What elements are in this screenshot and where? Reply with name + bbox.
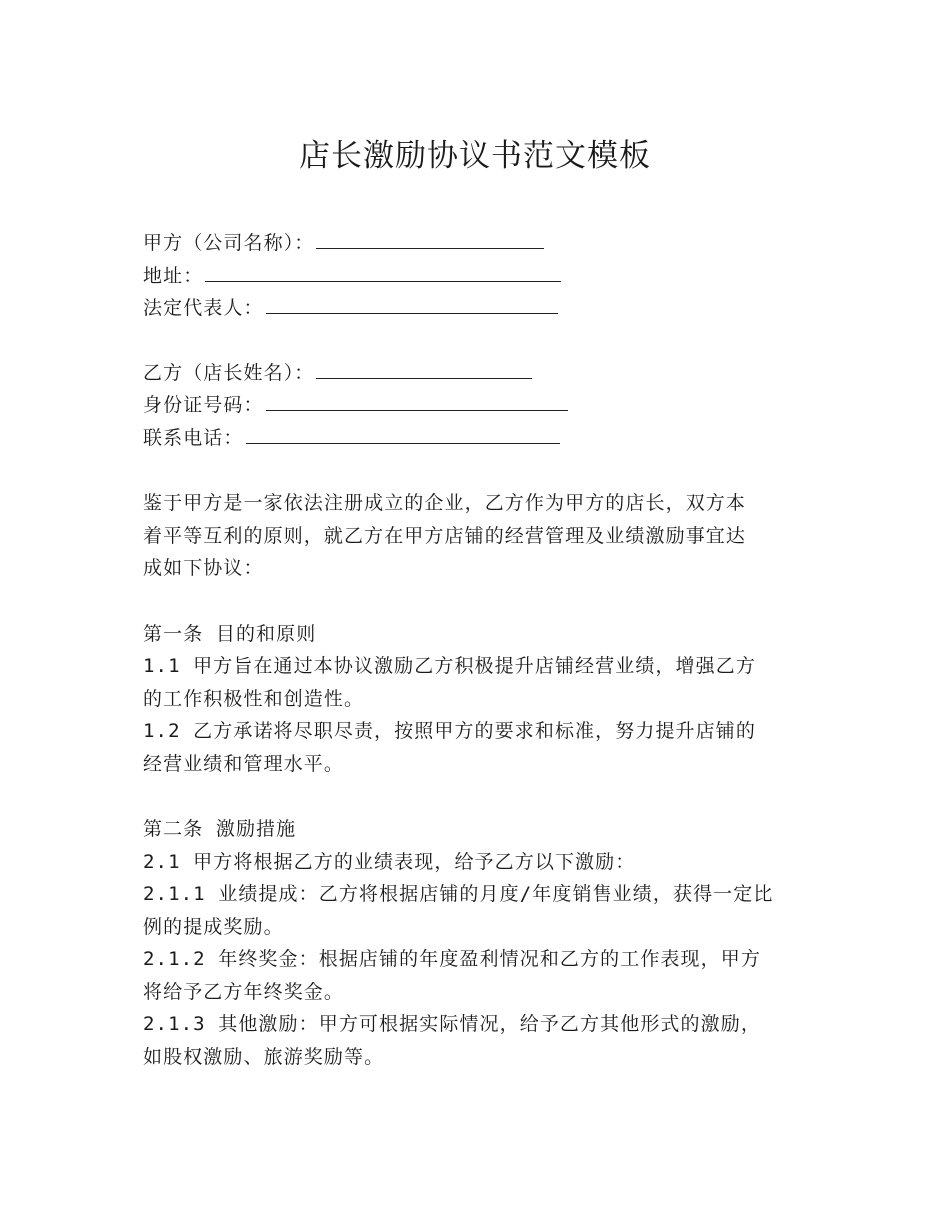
article-2-heading: 第二条 激励措施 (143, 818, 297, 840)
party-a-legal-rep-line (143, 292, 813, 325)
party-a-legal-rep-blank[interactable] (266, 295, 558, 314)
article-2-line: 2.1.2 年终奖金：根据店铺的年度盈利情况和乙方的工作表现，甲方 (143, 948, 761, 970)
article-1-heading: 第一条 目的和原则 (143, 622, 317, 645)
article-2-line: 2.1 甲方将根据乙方的业绩表现，给予乙方以下激励： (143, 850, 636, 873)
party-a-company-line (143, 227, 813, 260)
article-1-line: 的工作积极性和创造性。 (143, 687, 365, 710)
party-a-company-blank[interactable] (316, 230, 544, 249)
article-1-line: 1.2 乙方承诺将尽职尽责，按照甲方的要求和标准，努力提升店铺的 (143, 720, 756, 742)
party-b-name-label: 乙方（店长姓名）： (143, 361, 315, 384)
article-2-line: 例的提成奖励。 (143, 915, 284, 938)
preamble-line: 着平等互利的原则，就乙方在甲方店铺的经营管理及业绩激励事宜达 (143, 524, 747, 547)
preamble-line: 鉴于甲方是一家依法注册成立的企业，乙方作为甲方的店长，双方本 (143, 492, 747, 514)
party-b-name-line (143, 357, 813, 390)
party-a-legal-rep-label: 法定代表人： (143, 297, 264, 319)
article-1-line: 1.1 甲方旨在通过本协议激励乙方积极提升店铺经营业绩，增强乙方 (143, 655, 756, 677)
party-b-phone-line (143, 422, 813, 455)
party-b-phone-blank[interactable] (246, 425, 560, 444)
preamble-line: 成如下协议： (143, 557, 264, 579)
party-b-name-blank[interactable] (316, 360, 532, 379)
article-2-line: 如股权激励、旅游奖励等。 (143, 1045, 385, 1068)
party-b-phone-label: 联系电话： (143, 426, 244, 449)
spacer (143, 325, 813, 357)
party-b-id-line (143, 389, 813, 422)
article-2-line: 2.1.1 业绩提成：乙方将根据店铺的月度/年度销售业绩，获得一定比 (143, 883, 774, 905)
spacer (143, 585, 813, 618)
article-1-line: 经营业绩和管理水平。 (143, 752, 345, 775)
party-b-id-label: 身份证号码： (143, 394, 264, 416)
party-a-address-line (143, 260, 813, 293)
party-a-company-label: 甲方（公司名称）： (143, 232, 315, 254)
spacer (143, 454, 813, 487)
spacer (143, 780, 813, 813)
party-b-id-blank[interactable] (266, 392, 568, 411)
party-a-address-blank[interactable] (205, 263, 561, 282)
party-a-address-label: 地址： (143, 264, 204, 287)
article-2-line: 将给予乙方年终奖金。 (143, 980, 345, 1003)
article-2-line: 2.1.3 其他激励：甲方可根据实际情况，给予乙方其他形式的激励， (143, 1013, 761, 1035)
document-body (143, 227, 813, 1073)
document-title: 店长激励协议书范文模板 (299, 138, 651, 174)
